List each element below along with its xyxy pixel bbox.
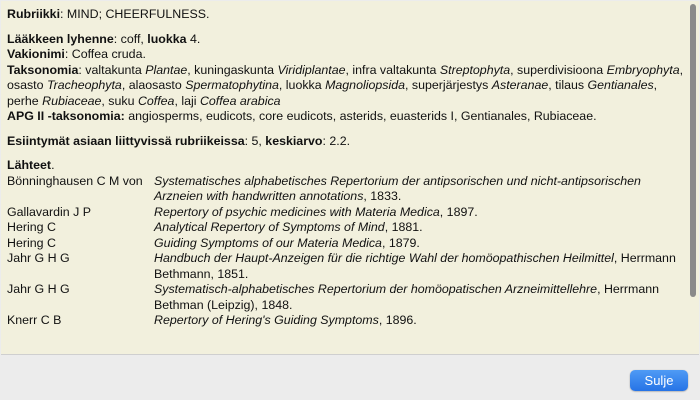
- source-row: [7, 313, 685, 329]
- taxon-class: Magnoliopsida: [325, 78, 405, 92]
- rubric-value: MIND; CHEERFULNESS.: [66, 7, 210, 21]
- synonym-value: Coffea cruda.: [71, 47, 146, 61]
- source-title: Systematisch-alphabetisches Repertorium der homöopatischen Arzneimittellehre: [154, 282, 598, 296]
- taxonomy-label: Taksonomia: [7, 62, 79, 77]
- source-work: [154, 313, 685, 329]
- apg-label: APG II -taksonomia:: [7, 109, 125, 123]
- source-publication: , 1833.: [363, 189, 402, 203]
- source-publication: , Herrmann Bethmann, 1851.: [154, 251, 676, 281]
- subkingdom-label: kuningaskunta: [194, 62, 275, 77]
- sources-label: Lähteet: [7, 158, 52, 172]
- sources-heading: Lähteet.: [7, 158, 55, 172]
- order-label: tilaus: [555, 78, 585, 92]
- genus-label: suku: [108, 93, 135, 108]
- class-label: luokka: [285, 78, 322, 92]
- source-row: [7, 205, 685, 221]
- source-title: Repertory of Hering's Guiding Symptoms: [154, 313, 379, 327]
- source-row: [7, 282, 685, 313]
- apg-line: [7, 109, 685, 125]
- source-title: Guiding Symptoms of our Materia Medica: [154, 235, 382, 250]
- superdivision-label: superdivisioona: [517, 62, 604, 77]
- occurrences-line: Esiintymät asiaan liittyvissä rubriikeissa: 5, keskiarvo: 2.2.: [7, 133, 351, 148]
- superorder-label: superjärjestys: [411, 78, 489, 92]
- remedy-class-value: 4.: [190, 31, 201, 46]
- average-value: 2.2.: [329, 133, 351, 148]
- kingdom-label: valtakunta: [85, 62, 142, 77]
- source-work: [154, 174, 685, 205]
- infrakingdom: Streptophyta: [439, 62, 511, 77]
- rubric-line: Rubriikki: MIND; CHEERFULNESS.: [7, 7, 210, 21]
- source-title: Repertory of psychic medicines with Materia Medica: [154, 204, 440, 219]
- infrakingdom-label: infra valtakunta: [352, 62, 437, 77]
- source-publication: , 1881.: [384, 220, 423, 234]
- average-label: keskiarvo: [265, 133, 323, 148]
- superorder: Asteranae: [491, 78, 549, 92]
- source-author: Bönninghausen C M von: [7, 173, 143, 188]
- subdivision: Spermatophytina: [185, 78, 279, 92]
- remedy-abbr-line: Lääkkeen lyhenne: coff, luokka 4.: [7, 31, 201, 46]
- source-work: [154, 251, 685, 282]
- close-button[interactable]: Sulje: [630, 370, 688, 391]
- source-row: [7, 236, 685, 252]
- rubric-label: Rubriikki: [7, 7, 61, 21]
- kingdom: Plantae: [145, 62, 188, 77]
- source-work: [154, 282, 685, 313]
- info-panel[interactable]: [1, 1, 699, 355]
- subdivision-label: alaosasto: [128, 78, 182, 92]
- superdivision: Embryophyta: [606, 62, 680, 77]
- genus: Coffea: [137, 93, 175, 108]
- family: Rubiaceae: [42, 93, 102, 108]
- source-publication: , 1896.: [378, 313, 417, 327]
- order: Gentianales: [587, 78, 654, 92]
- family-label: perhe: [7, 93, 39, 108]
- division-label: osasto: [7, 78, 44, 92]
- occurrences-label: Esiintymät asiaan liittyvissä rubriikeissa: [7, 133, 245, 148]
- source-author: Gallavardin J P: [7, 204, 92, 219]
- apg-value: angiosperms, eudicots, core eudicots, asterids, euasterids I, Gentianales, Rubiaceae.: [128, 109, 597, 123]
- taxonomy-line: Taksonomia: valtakunta Plantae, kuningaskunta Viridiplantae, infra valtakunta Streptophyta, superdivisioona Embryophyta, osasto Tracheophyta, alaosasto Spermatophytina, luokka Magnoliopsida, superjärjestys Asteranae, tilaus Gentianales, perhe Rubiaceae, suku Coffea, laji Coffea arabica: [7, 62, 684, 108]
- source-author: Knerr C B: [7, 313, 62, 327]
- vertical-scrollbar[interactable]: [687, 1, 699, 354]
- source-publication: , Herrmann Bethman (Leipzig), 1848.: [154, 282, 660, 312]
- sources-list: [7, 174, 685, 329]
- source-row: [7, 251, 685, 282]
- source-author: Hering C: [7, 235, 56, 250]
- source-row: [7, 220, 685, 236]
- source-title: Systematisches alphabetisches Repertorium der antipsorischen und nicht-antipsorischen Arzneien with handwritten annotations: [154, 173, 641, 203]
- source-row: [7, 174, 685, 205]
- species-label: laji: [181, 93, 197, 108]
- source-author: Jahr G H G: [7, 282, 70, 296]
- remedy-class-label: luokka: [147, 31, 187, 46]
- synonym-line: Vakionimi: Coffea cruda.: [7, 47, 146, 61]
- info-content: [7, 7, 685, 329]
- division: Tracheophyta: [46, 78, 122, 92]
- remedy-abbr-value: coff: [120, 31, 141, 46]
- scrollbar-thumb[interactable]: [690, 4, 696, 297]
- occurrences-count: 5: [251, 133, 259, 148]
- source-title: Analytical Repertory of Symptoms of Mind: [154, 220, 385, 234]
- source-publication: , 1879.: [381, 235, 420, 250]
- subkingdom: Viridiplantae: [277, 62, 346, 77]
- species: Coffea arabica: [199, 93, 281, 108]
- source-title: Handbuch der Haupt-Anzeigen für die richtige Wahl der homöopathischen Heilmittel: [154, 251, 614, 265]
- source-work: [154, 236, 685, 252]
- source-author: Jahr G H G: [7, 251, 70, 265]
- source-publication: , 1897.: [439, 204, 478, 219]
- source-work: [154, 205, 685, 221]
- remedy-abbr-label: Lääkkeen lyhenne: [7, 31, 114, 46]
- synonym-label: Vakionimi: [7, 47, 65, 61]
- source-work: [154, 220, 685, 236]
- source-author: Hering C: [7, 220, 56, 234]
